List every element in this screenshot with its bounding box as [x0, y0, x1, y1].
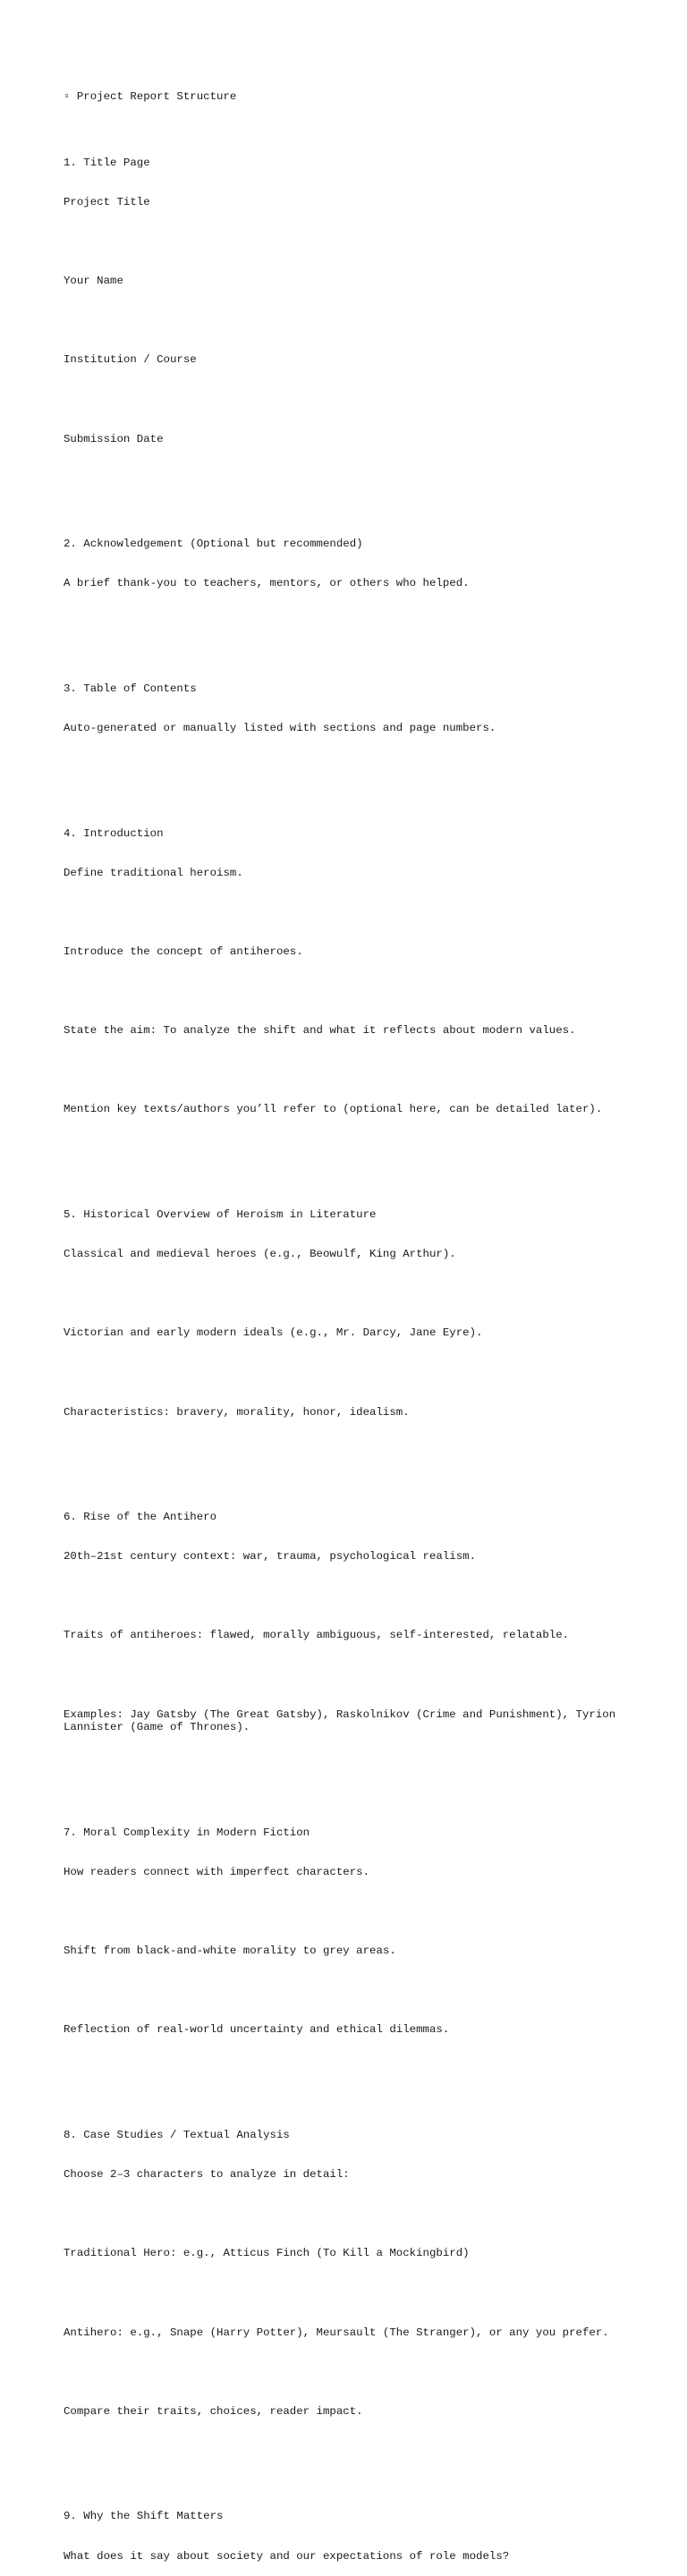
section-text: How readers connect with imperfect characters. [64, 1866, 370, 1879]
spacer [64, 1589, 672, 1603]
section-text: Antihero: e.g., Snape (Harry Potter), Meursault (The Stranger), or any you prefer. [64, 2326, 609, 2339]
document-page [64, 64, 672, 2576]
section-text: Shift from black-and-white morality to grey areas. [64, 1945, 396, 1958]
section-text: Reflection of real-world uncertainty and ethical dilemmas. [64, 2023, 450, 2037]
section-text: Project Title [64, 196, 150, 209]
section-title-4: 4. Introduction [64, 826, 164, 840]
spacer [64, 2287, 672, 2301]
spacer [64, 314, 672, 327]
section-text: What does it say about society and our expectations of role models? [64, 2549, 510, 2563]
section-text: Examples: Jay Gatsby (The Great Gatsby), Raskolnikov (Crime and Punishment), Tyrion Lannister (Game of Thrones). [64, 1707, 616, 1734]
section-text: Victorian and early modern ideals (e.g., Mr. Darcy, Jane Eyre). [64, 1326, 483, 1340]
section-text: Choose 2–3 characters to analyze in detail: [64, 2168, 350, 2182]
spacer [64, 472, 672, 486]
spacer [64, 1445, 672, 1459]
section-text: Traits of antiheroes: flawed, morally ambiguous, self-interested, relatable. [64, 1629, 570, 1642]
spacer [64, 985, 672, 998]
section-text: Compare their traits, choices, reader impact. [64, 2404, 363, 2418]
section-text: Your Name [64, 275, 123, 288]
section-text: State the aim: To analyze the shift and what it reflects about modern values. [64, 1024, 576, 1038]
section-text: Traditional Hero: e.g., Atticus Finch (To Kill a Mockingbird) [64, 2247, 470, 2260]
section-title-1: 1. Title Page [64, 156, 150, 169]
section-text: Institution / Course [64, 353, 197, 367]
section-title-2: 2. Acknowledgement (Optional but recommended) [64, 538, 363, 551]
spacer [64, 761, 672, 775]
section-text: Auto-generated or manually listed with sections and page numbers. [64, 722, 496, 735]
spacer [64, 1905, 672, 1919]
section-title-8: 8. Case Studies / Textual Analysis [64, 2129, 290, 2142]
section-text: A brief thank-you to teachers, mentors, or others who helped. [64, 577, 470, 590]
spacer [64, 1143, 672, 1157]
spacer [64, 1984, 672, 1997]
spacer [64, 906, 672, 919]
document-heading: ▫ Project Report Structure [64, 90, 237, 104]
section-title-6: 6. Rise of the Antihero [64, 1511, 217, 1524]
spacer [64, 2445, 672, 2458]
section-title-5: 5. Historical Overview of Heroism in Literature [64, 1208, 377, 1222]
section-text: Characteristics: bravery, morality, honor, idealism. [64, 1405, 410, 1419]
section-title-3: 3. Table of Contents [64, 682, 197, 695]
section-text: Define traditional heroism. [64, 866, 243, 879]
spacer [64, 616, 672, 630]
section-title-7: 7. Moral Complexity in Modern Fiction [64, 1826, 310, 1839]
spacer [64, 2366, 672, 2379]
spacer [64, 1760, 672, 1774]
spacer [64, 2207, 672, 2221]
section-text: Classical and medieval heroes (e.g., Beowulf, King Arthur). [64, 1248, 456, 1261]
section-text: Introduce the concept of antiheroes. [64, 945, 303, 958]
spacer [64, 394, 672, 407]
section-title-9: 9. Why the Shift Matters [64, 2510, 224, 2523]
spacer [64, 1669, 672, 1682]
spacer [64, 235, 672, 249]
section-text: Mention key texts/authors you’ll refer to (optional here, can be detailed later). [64, 1103, 603, 1116]
spacer [64, 1287, 672, 1301]
spacer [64, 1063, 672, 1077]
section-text: 20th–21st century context: war, trauma, psychological realism. [64, 1550, 477, 1563]
section-text: Submission Date [64, 432, 164, 445]
spacer [64, 1366, 672, 1379]
spacer [64, 2063, 672, 2077]
